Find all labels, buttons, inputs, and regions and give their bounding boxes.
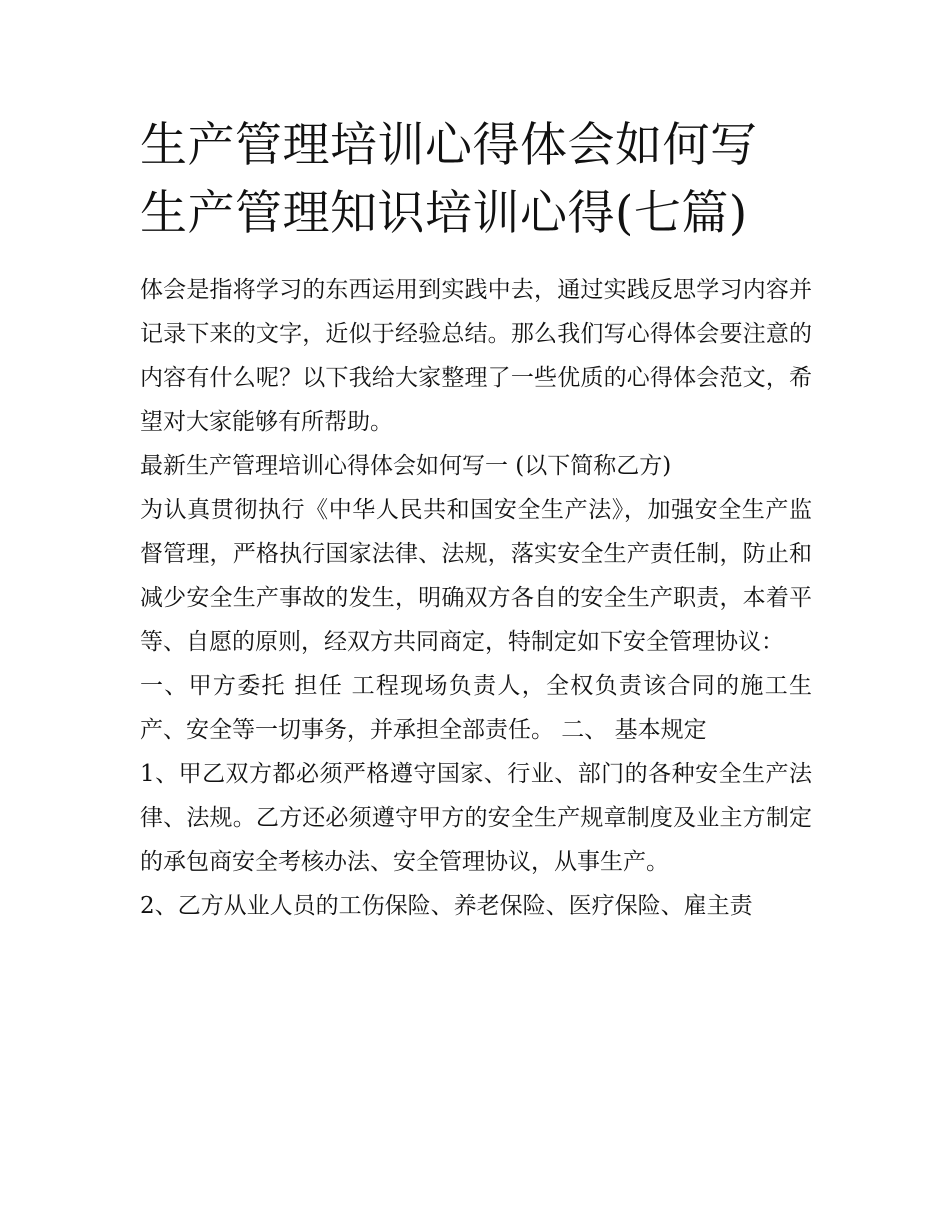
document-content bbox=[140, 112, 812, 928]
document-body bbox=[140, 268, 812, 928]
body-paragraph: 为认真贯彻执行《中华人民共和国安全生产法》，加强安全生产监督管理，严格执行国家法律、法规，落实安全生产责任制，防止和减少安全生产事故的发生，明确双方各自的安全生产职责，本着平等、自愿的原则，经双方共同商定，特制定如下安全管理协议： bbox=[140, 497, 812, 655]
title-line-1: 生产管理培训心得体会如何写 bbox=[140, 118, 758, 173]
body-paragraph: 2、乙方从业人员的工伤保险、养老保险、医疗保险、雇主责 bbox=[140, 893, 753, 919]
document-title bbox=[140, 112, 812, 248]
section-heading: 最新生产管理培训心得体会如何写一 (以下简称乙方) bbox=[140, 453, 672, 479]
intro-paragraph: 体会是指将学习的东西运用到实践中去，通过实践反思学习内容并记录下来的文字，近似于经验总结。那么我们写心得体会要注意的内容有什么呢？以下我给大家整理了一些优质的心得体会范文，希望对大家能够有所帮助。 bbox=[140, 277, 812, 435]
body-paragraph: 一、甲方委托 担任 工程现场负责人，全权负责该合同的施工生产、安全等一切事务，并承担全部责任。 二、 基本规定 bbox=[140, 673, 812, 743]
body-paragraph: 1、甲乙双方都必须严格遵守国家、行业、部门的各种安全生产法律、法规。乙方还必须遵守甲方的安全生产规章制度及业主方制定的承包商安全考核办法、安全管理协议，从事生产。 bbox=[140, 761, 812, 875]
title-line-2: 生产管理知识培训心得(七篇) bbox=[140, 186, 748, 241]
